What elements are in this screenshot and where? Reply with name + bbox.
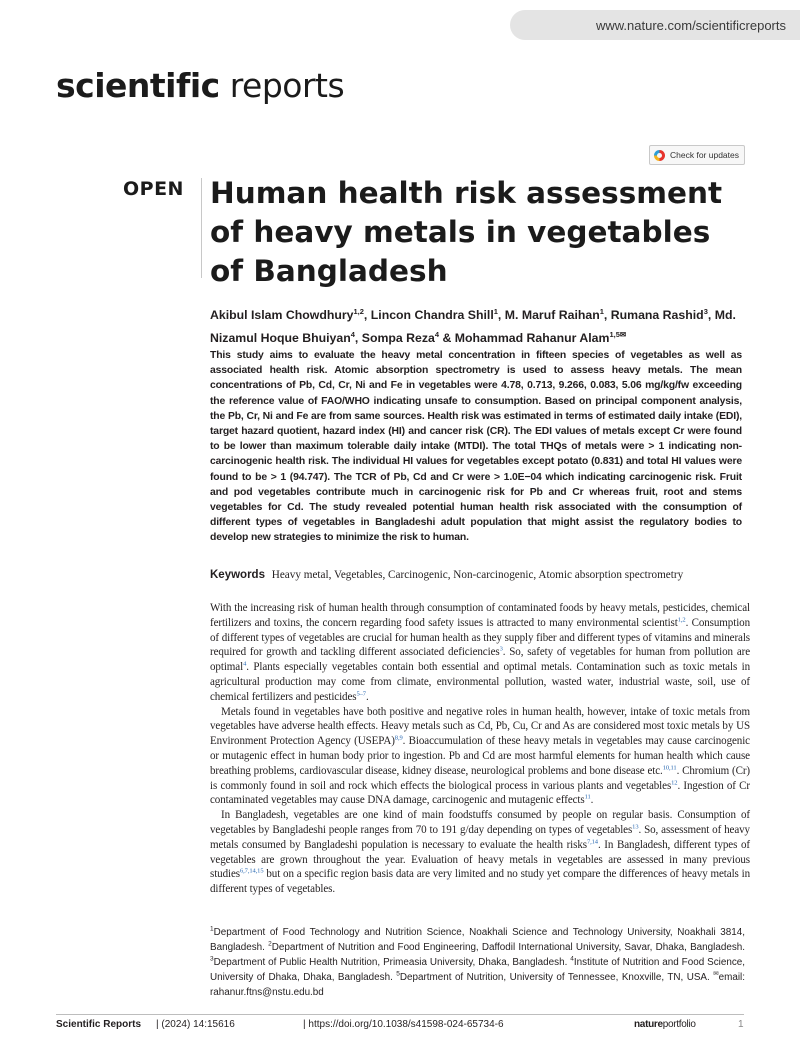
affiliation-text: Department of Nutrition, University of Tennessee, Knoxville, TN, USA. <box>399 972 714 983</box>
author-separator: , <box>707 308 715 323</box>
author-affiliation-mark: 3 <box>703 307 708 316</box>
author-name: Md. Nizamul Hoque Bhuiyan <box>210 308 736 346</box>
footer-doi-text[interactable]: https://doi.org/10.1038/s41598-024-65734-6 <box>308 1019 504 1030</box>
affiliations <box>210 925 745 1000</box>
citation-link[interactable]: 1,2 <box>677 616 686 624</box>
title-divider <box>201 178 202 278</box>
keywords <box>210 568 770 583</box>
keywords-list: Heavy metal, Vegetables, Carcinogenic, Non-carcinogenic, Atomic absorption spectrometry <box>271 569 684 581</box>
open-access-label: OPEN <box>123 178 184 200</box>
body-text-run: . Bioaccumulation of these heavy metals in vegetables may cause carcinogenic or mutagenic effect in human body prior to ingestion. Pb and Cd are most harmful elements for human health which cause breathing problems, cardiovascular disease, kidney disease, neurological problems and bone disease etc. <box>210 735 750 777</box>
body-paragraph <box>210 808 750 897</box>
footer-doi-link[interactable]: | https://doi.org/10.1038/s41598-024-65734-6 <box>303 1019 504 1030</box>
body-text-run: In Bangladesh, vegetables are one kind of main foodstuffs consumed by people on regular basis. Consumption of vegetables by Bangladeshi people ranges from 70 to 191 g/day depending on types of vegetables <box>210 809 750 836</box>
body-text-run: . In Bangladesh, different types of vegetables are grown throughout the year. Evaluation of heavy metals in vegetables are assessed in many previous studies <box>210 838 750 881</box>
author-name: M. Maruf Raihan <box>504 308 600 323</box>
affiliation-text: Department of Public Health Nutrition, Primeasia University, Dhaka, Bangladesh. <box>213 957 571 968</box>
abstract: This study aims to evaluate the heavy metal concentration in fifteen species of vegetables as well as associated health risk. Atomic absorption spectrometry is used to assess heavy metals. The mean concentrations of Pb, Cd, Cr, Ni and Fe in vegetables were 4.78, 0.713, 9.266, 0.083, 5.06 mg/kg/fw exceeding the reference value of FAO/WHO indicating unsafe to consumption. Based on principal component analysis, the Pb, Cr, Ni and Fe are from same sources. Health risk was estimated in terms of estimated daily intake (EDI), target hazard quotient, hazard index (HI) and cancer risk (CR). The EDI values of metals except Cr were found to be lower than maximum tolerable daily intake (MTDI). The total THQs of metals were > 1 indicating non-carcinogenic health risk. The individual HI values for vegetables except potato (0.831) and total HI values were found to be > 1 (94.747). The TCR of Pb, Cd and Cr were > 1.0E−04 which indicating carcinogenic risk. Fruit and pod vegetables contribute much in carcinogenic risk for Pb and Cr whereas fruit, root and stems vegetables for Cd. The study revealed potential human health risk associated with the consumption of different types of vegetables in Bangladeshi adult population that might assist the regulatory bodies to develop new strategies to minimize the risk to human. <box>210 350 742 544</box>
citation-link[interactable]: 10,11 <box>662 764 677 772</box>
citation-link[interactable]: 4 <box>243 660 247 668</box>
body-text-run: Metals found in vegetables have both positive and negative roles in human health, however, intake of toxic metals from vegetables have adverse health effects. Heavy metals such as Cd, Pb, Cu, Cr and As are considered most toxic metals by US Environment Protection Agency (USEPA) <box>210 705 750 748</box>
author-affiliation-mark: 4 <box>350 330 355 340</box>
author-affiliation-mark: 4 <box>434 330 440 340</box>
body-text-run: . So, safety of vegetables for human from pollution are optimal <box>210 646 751 674</box>
body-text-run: . <box>590 794 594 807</box>
body-text-run: . Plants especially vegetables contain both essential and optimal metals. Contamination such as toxic metals in agricultural production may come from climate, environmental pollution, wasted water, industrial waste, soil, use of chemical fertilizers and pesticides <box>210 661 750 703</box>
check-for-updates-button[interactable] <box>649 145 745 165</box>
citation-link[interactable]: 11 <box>584 793 591 801</box>
footer-citation-text: (2024) 14:15616 <box>161 1019 235 1030</box>
citation-link[interactable]: 13 <box>632 823 639 831</box>
footer-citation: | (2024) 14:15616 <box>156 1019 235 1030</box>
check-for-updates-label: Check for updates <box>670 150 739 160</box>
affiliation-text: Department of Nutrition and Food Engineering, Daffodil International University, Savar, Dhaka, Bangladesh. <box>271 942 745 953</box>
affiliation-mark: 5 <box>396 970 400 978</box>
article-body <box>210 601 750 897</box>
affiliation-mark: 2 <box>268 940 272 948</box>
crossmark-icon <box>654 150 665 161</box>
affiliation-text: Department of Food Technology and Nutrition Science, Noakhali Science and Technology University, Noakhali 3814, Bangladesh. <box>210 927 745 953</box>
author-affiliation-mark: 1,2 <box>353 307 364 316</box>
corresponding-mail-icon[interactable]: ✉ <box>619 330 627 340</box>
affiliation-text: Institute of Nutrition and Food Science, University of Dhaka, Dhaka, Bangladesh. <box>210 957 745 983</box>
author-affiliation-mark: 1 <box>599 307 604 316</box>
footer-divider <box>56 1014 744 1015</box>
author-affiliation-mark: 1,5 <box>609 330 620 340</box>
journal-url[interactable]: www.nature.com/scientificreports <box>595 17 786 33</box>
author-name: Rumana Rashid <box>610 308 704 323</box>
body-paragraph <box>210 705 750 809</box>
journal-logo-light: reports <box>219 66 345 105</box>
affiliation-mark: 1 <box>210 925 214 933</box>
corresponding-email[interactable]: email: rahanur.ftns@nstu.edu.bd <box>210 972 745 998</box>
citation-link[interactable]: 6,7,14,15 <box>240 867 264 875</box>
author-separator: & <box>439 331 455 346</box>
body-text-run: . Consumption of different types of vegetables are crucial for human health as they supply fiber and different types of vitamins and minerals required for growth and tackling different associated deficiencies <box>210 616 751 659</box>
citation-link[interactable]: 3 <box>499 645 503 653</box>
body-text-run: With the increasing risk of human health through consumption of contaminated foods by heavy metals, pesticides, chemical fertilizers and toxins, the concern regarding food safety issues is attracted to many environmental scientist <box>210 602 750 629</box>
keywords-label: Keywords <box>210 569 265 581</box>
body-text-run: . <box>365 690 369 703</box>
citation-link[interactable]: 7,14 <box>586 838 598 846</box>
body-text-run: but on a specific region basis data are very limited and no study yet compare the differences of heavy metals in different types of vegetables. <box>210 868 750 896</box>
article-title: Human health risk assessment of heavy metals in vegetables of Bangladesh <box>210 176 723 288</box>
citation-link[interactable]: 12 <box>671 778 678 786</box>
nature-portfolio-logo <box>634 1019 696 1030</box>
brand-light: portfolio <box>662 1019 696 1030</box>
affiliation-mark: 3 <box>210 955 214 963</box>
footer-journal: Scientific Reports <box>56 1019 142 1030</box>
author-name: Sompa Reza <box>361 331 435 346</box>
author-separator: , <box>363 308 371 323</box>
journal-logo <box>56 66 344 105</box>
author-name: Lincon Chandra Shill <box>370 308 494 323</box>
journal-logo-bold: scientific <box>56 66 220 105</box>
author-list <box>210 302 770 348</box>
author-name: Akibul Islam Chowdhury <box>210 308 354 323</box>
citation-link[interactable]: 8,9 <box>394 734 403 742</box>
brand-bold: nature <box>634 1019 663 1030</box>
author-separator: , <box>603 308 611 323</box>
author-name: Mohammad Rahanur Alam <box>454 331 610 346</box>
author-separator: , <box>497 308 505 323</box>
author-separator: , <box>354 331 362 346</box>
journal-url-tab[interactable] <box>510 10 800 40</box>
author-affiliation-mark: 1 <box>493 307 498 316</box>
page-number: 1 <box>738 1019 744 1030</box>
body-text-run: . Ingestion of Cr contaminated vegetables may cause DNA damage, carcinogenic and mutagenic effects <box>210 779 751 807</box>
body-text-run: . Chromium (Cr) is commonly found in soil and rock which effects the biological process in various plants and vegetables <box>210 764 750 792</box>
citation-link[interactable]: 5–7 <box>356 690 366 698</box>
body-paragraph <box>210 601 750 705</box>
email-icon: ✉ <box>713 970 719 978</box>
affiliation-mark: 4 <box>570 955 574 963</box>
body-text-run: . So, assessment of heavy metals consumed by Bangladeshi population is necessary to evaluate the health risks <box>210 823 750 851</box>
